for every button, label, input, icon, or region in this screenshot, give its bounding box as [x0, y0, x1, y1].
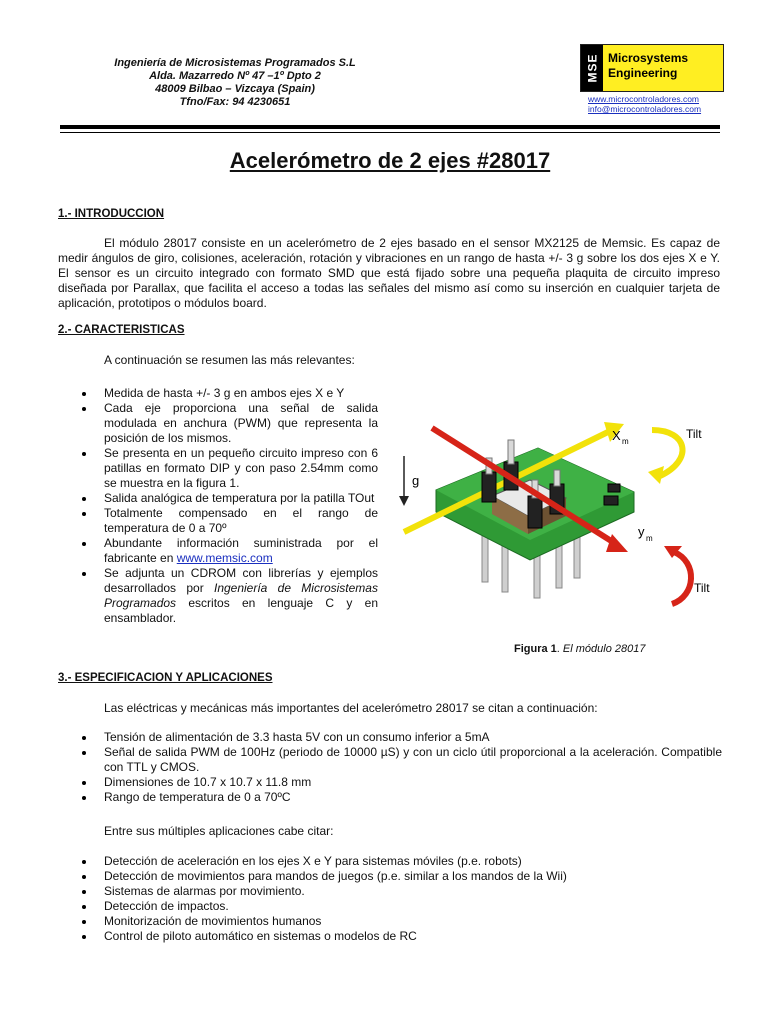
- specs-heading: 3.- ESPECIFICACION Y APLICACIONES: [58, 672, 273, 684]
- list-item: Monitorización de movimientos humanos: [58, 914, 722, 929]
- company-name: Ingeniería de Microsistemas Programados S.L: [114, 57, 356, 69]
- list-item: Señal de salida PWM de 100Hz (periodo de 10000 µS) y con un ciclo útil proporcional a la aceleración. Compatible con TTL y CMOS.: [58, 745, 722, 775]
- list-item: Cada eje proporciona una señal de salida modulada en anchura (PWM) que representa la posición de los mismos.: [58, 401, 378, 446]
- apps-intro: Entre sus múltiples aplicaciones cabe citar:: [104, 824, 334, 838]
- header-rule-thick: [60, 125, 720, 129]
- g-arrowhead-icon: [399, 496, 409, 506]
- logo-line2: Engineering: [608, 66, 678, 80]
- intro-heading: 1.- INTRODUCCION: [58, 208, 165, 220]
- g-label: g: [412, 473, 420, 488]
- list-item: Se adjunta un CDROM con librerías y ejemplos desarrollados por Ingeniería de Microsistemas Programados escritos en lenguaje C y en ensamblador.: [58, 566, 378, 626]
- tilt-top-label: Tilt: [686, 427, 702, 441]
- specs-intro: Las eléctricas y mecánicas más importantes del acelerómetro 28017 se citan a continuación:: [104, 701, 598, 715]
- company-phone: Tfno/Fax: 94 4230651: [179, 96, 291, 108]
- list-item: Medida de hasta +/- 3 g en ambos ejes X e Y: [58, 386, 378, 401]
- list-item: Dimensiones de 10.7 x 10.7 x 11.8 mm: [58, 775, 722, 790]
- header-links: [588, 94, 701, 114]
- list-item: Sistemas de alarmas por movimiento.: [58, 884, 722, 899]
- tilt-bottom-label: Tilt: [694, 581, 710, 595]
- list-item: Tensión de alimentación de 3.3 hasta 5V con un consumo inferior a 5mA: [58, 730, 722, 745]
- intro-paragraph: El módulo 28017 consiste en un acelerómetro de 2 ejes basado en el sensor MX2125 de Memsic. Es capaz de medir ángulos de giro, colisiones, aceleración, rotación y vibraciones en un rango de hasta +/- 3 g sobre los dos ejes X e Y. El sensor es un circuito integrado con formato SMD que está fijado sobre una pequeña plaquita de circuito impreso diseñada por Parallax, que facilita el acceso a todas las señales del mismo así como su inserción en cualquier tarjeta de aplicación, prototipos o módulos board.: [58, 236, 720, 310]
- email-link[interactable]: info@microcontroladores.com: [588, 104, 702, 114]
- features-list: [58, 386, 378, 626]
- web-link[interactable]: www.microcontroladores.com: [588, 94, 700, 104]
- list-item: Detección de aceleración en los ejes X e Y para sistemas móviles (p.e. robots): [58, 854, 722, 869]
- list-item: Abundante información suministrada por el fabricante en www.memsic.com: [58, 536, 378, 566]
- features-heading: 2.- CARACTERISTICAS: [58, 324, 185, 336]
- list-item: Rango de temperatura de 0 a 70ºC: [58, 790, 722, 805]
- features-intro: A continuación se resumen las más relevantes:: [104, 353, 355, 367]
- x-label-sub: m: [622, 437, 629, 446]
- company-city: 48009 Bilbao – Vizcaya (Spain): [155, 83, 315, 95]
- logo-mark: MSE: [585, 53, 600, 83]
- x-label: X: [612, 428, 621, 443]
- apps-list: [58, 854, 722, 944]
- company-street: Alda. Mazarredo Nº 47 –1º Dpto 2: [149, 70, 321, 82]
- list-item: Detección de impactos.: [58, 899, 722, 914]
- mse-logo: [580, 44, 724, 92]
- memsic-link[interactable]: www.memsic.com: [176, 551, 273, 565]
- y-label: y: [638, 524, 645, 539]
- specs-list: [58, 730, 722, 805]
- tilt-bottom-arrow-icon: [672, 552, 691, 604]
- y-label-sub: m: [646, 534, 653, 543]
- list-item: Salida analógica de temperatura por la patilla TOut: [58, 491, 378, 506]
- list-item: Se presenta en un pequeño circuito impreso con 6 patillas en formato DIP y con paso 2.54mm como se muestra en la figura 1.: [58, 446, 378, 491]
- accelerometer-figure: [398, 400, 728, 610]
- list-item: Detección de movimientos para mandos de juegos (p.e. similar a los mandos de la Wii): [58, 869, 722, 884]
- figure-caption: Figura 1. El módulo 28017: [514, 643, 646, 655]
- list-item: Control de piloto automático en sistemas o modelos de RC: [58, 929, 722, 944]
- list-item: Totalmente compensado en el rango de temperatura de 0 a 70º: [58, 506, 378, 536]
- logo-line1: Microsystems: [608, 51, 689, 65]
- company-address: [100, 57, 370, 109]
- page-title: Acelerómetro de 2 ejes #28017: [229, 148, 551, 173]
- header-rule-thin: [60, 132, 720, 133]
